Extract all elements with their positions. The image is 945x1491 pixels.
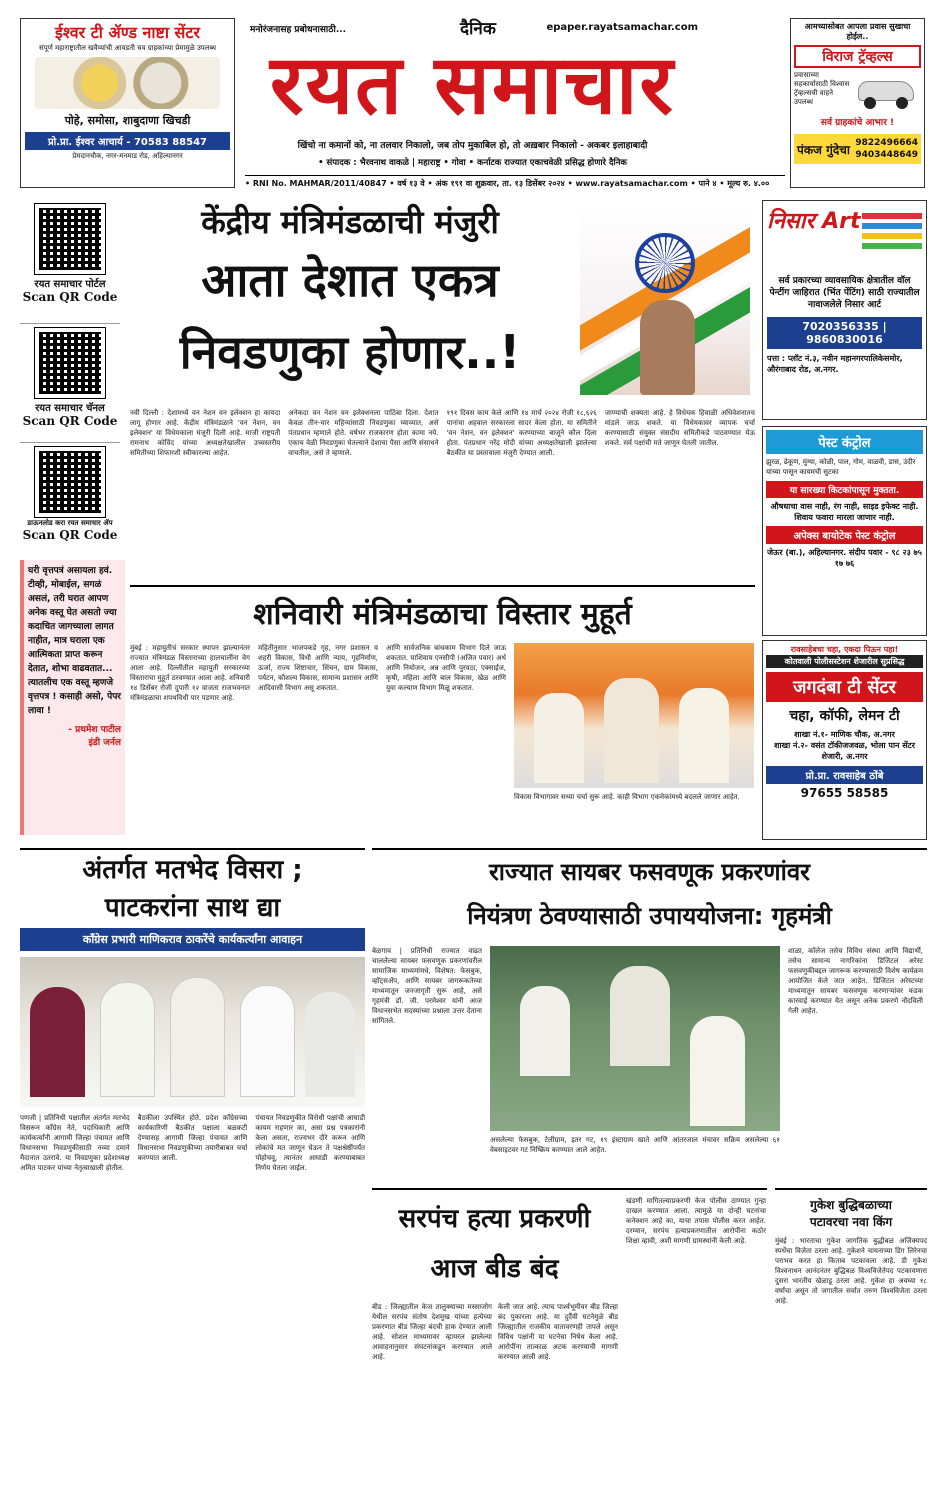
- cabinet-headline: शनिवारी मंत्रिमंडळाचा विस्तार मुहूर्त: [253, 597, 632, 632]
- cabinet-col-1: मुंबई : महायुतीचं सरकार स्थापन झाल्यानंतर राज्यात मंत्रिमंडळ विस्ताराच्या हालचालींना वेग आला आहे. दिल्लीतील महायुती सरकारच्या विस्ताराचा मुहूर्त ठरवण्यात आला आहे. शनिवारी १४ डिसेंबर रोजी दुपारी १२ वाजता राजभवनात मंत्रिमंडळाचा शपथविधी पार पडणार आहे.: [130, 644, 250, 702]
- ad-viraj-body: प्रवासाच्या सहकार्यासाठी विश्वास ट्रॅव्हल्सची वाहने उपलब्ध: [794, 71, 850, 106]
- cyber-col-3: शाळा, कॉलेज तसेच विविध संस्था आणि विद्यार्थी, तसेच सामान्य नागरिकांना डिजिटल अरेस्ट फसवणुकीबद्दल जागरूक करण्यासाठी विशेष कार्यक्रम आयोजित केले जात आहेत. डिजिटल अरेस्टच्या माध्यमातून सायबर फसवणूक करणाऱ्यांवर कडक कारवाई करण्यात येत असून अनेक प्रकरणे नोंदविली गेली आहेत.: [788, 947, 923, 1015]
- qr-code[interactable]: [35, 447, 105, 517]
- chess-text: मुंबई : भारताचा गुकेश जागतिक बुद्धीबळ अजिंक्यपद स्पर्धेचा विजेता ठरला आहे. गुकेशने चायनाच्या डिंग लिरेनचा पराभव करत हा किताब पटकावला आहे. डी गुकेश विश्वनाथन आनंदनंतर बुद्धिबळ विश्वविजेतेपद पटकावणारा दुसरा भारतीय खेळाडू ठरला आहे. गुकेश हा अवघ्या १८ वर्षांचा असून तो जगातील सर्वात तरुण विश्वविजेता ठरला आहे.: [775, 1237, 927, 1305]
- qr-block-channel[interactable]: [20, 328, 120, 443]
- poem-source: इंडी जर्नल: [88, 738, 121, 748]
- nisar-logo: [767, 205, 922, 275]
- tea-top1: रावसाहेबचा चहा, एकदा पिऊन पहा!: [790, 645, 899, 654]
- masthead-editor-line: • संपादक : भैरवनाथ वाकळे | महाराष्ट्र • गोवा • कर्नाटक राज्यात एकाचवेळी प्रसिद्ध होणारे दैनिक: [318, 158, 627, 168]
- qr-sidebar: [20, 200, 120, 555]
- qr-label: रयत समाचार चॅनल: [35, 403, 105, 414]
- cabinet-col-2: महितीनुसार भाजपकडे गृह, नगर प्रशासन व शहरी विकास, विधी आणि न्याय, गृहनिर्माण, ऊर्जा, राज्य शिष्टाचार, सिंचन, ग्राम विकास, पर्यटन, कौशल्य विकास, सामान्य प्रशासन आणि आदिवासी विभाग असू शकतात.: [258, 644, 378, 692]
- cyber-caption: असलेल्या फेसबुक, टेलीग्राम, इतर गट, १९ इंस्टाग्राम खाते आणि आंतरजाल मंचावर सक्रिय असलेल्या ६१ वेबसाइटवर गट निष्क्रिय करण्यात आले आहेत.: [490, 1136, 780, 1154]
- congress-headline-1: अंतर्गत मतभेद विसरा ;: [82, 855, 303, 885]
- lead-col-3: १९१ दिवस काम केले आणि १४ मार्च २०२४ रोजी १८,६२६ पानांचा अहवाल सरकारला सादर केला होता. या समितीने 'वन नेशन, वन इलेक्शन' करण्याच्या बाजूने कौल दिला होता. पंतप्रधान नरेंद्र मोदी यांच्या अध्यक्षतेखाली झालेल्या बैठकीत या प्रस्तावाला मंजुरी देण्यात आली.: [446, 409, 597, 457]
- chess-story: [775, 1188, 927, 1473]
- cyber-photo: [490, 946, 780, 1131]
- congress-story: [20, 848, 365, 1473]
- lead-photo: [580, 205, 750, 395]
- ad-ishwar-tea: [20, 18, 235, 188]
- sarpanch-col-2: केली जात आहे. त्याच पार्श्वभूमीवर बीड जिल्हा बंद पुकारला आहे. या दुर्दैवी घटनेमुळे बीड जिल्ह्यातील राजकीय वातावरणही तापले असून विविध पक्षांनी या घटनेचा निषेध केला आहे. आरोपींना तात्काळ अटक करण्याची मागणी करण्यात आली आहे.: [498, 1303, 618, 1361]
- ad-pest-control: [762, 426, 927, 636]
- qr-label: रयत समाचार पोर्टल: [34, 279, 106, 290]
- poem-box: [20, 560, 125, 835]
- ad-viraj-owner: पंकज गुंदेचा: [797, 142, 850, 157]
- masthead-couplet: खिंचो ना कमानों को, ना तलवार निकालो, जब तोप मुकाबिल हो, तो अख़बार निकालो - अकबर इलाहाबादी: [297, 141, 648, 151]
- ad-viraj-name: विराज ट्रॅव्हल्स: [794, 45, 921, 68]
- congress-headline-2: पाटकरांना साथ द्या: [104, 893, 281, 923]
- pest-note: औषधाचा वास नाही, रंग नाही, साइड इफेक्ट नाही. शिवाय फवारा मारला जाणार नाही.: [770, 502, 919, 522]
- pest-title: पेस्ट कंट्रोल: [766, 430, 923, 454]
- voting-hand-icon: [640, 300, 695, 395]
- poem-text: घरी वृत्तपत्रं असायला हवं. टीव्ही, मोबाईल, सगळं असलं, तरी घरात आपण अनेक वस्तू घेत असतो ज्या कदाचित जागच्याला लागत नाहीत, मात्र घराला एक आत्मिकता प्राप्त करून देतात, शोभा वाढवतात... त्यातलीच एक वस्तू म्हणजे वृत्तपत्र ! कसाही असो, पेपर लावा !: [28, 566, 121, 716]
- nisar-brand: निसार Art: [767, 209, 861, 234]
- ad-ishwar-title: ईश्वर टी ॲण्ड नाष्टा सेंटर: [55, 23, 200, 42]
- lead-story: [130, 200, 755, 580]
- ad-ishwar-contact: प्रो.प्रा. ईश्वर आचार्य - 70583 88547: [25, 132, 230, 150]
- congress-col-2: बैठकीला उपस्थित होते. प्रदेश कॉंग्रेसच्या कार्यकारिणी बैठकीत पक्षाला बळकटी देण्यासह आगामी जिल्हा पंचायत आणि विधानसभा निवडणुकीच्या तयारीबाबत चर्चा करण्यात आली.: [137, 1114, 248, 1162]
- ad-viraj-intro: आमच्यासोबत आपला प्रवास सुखाचा होईल..: [804, 22, 911, 41]
- ad-nisar-art: [762, 200, 927, 420]
- congress-col-3: पंचायत निवडणुकीत विरोधी पक्षांची आघाडी कायम राहणार का, असा प्रश्न पत्रकारांनी केला असता, राज्यभर दौरे करून आणि लोकांचे मत जाणून घेऊन ते पक्षश्रेष्ठींपर्यंत पोहोचवू, त्यानंतर आघाडी करण्याबाबत निर्णय घेतला जाईल.: [255, 1114, 366, 1172]
- congress-photo: [20, 957, 365, 1107]
- cabinet-photo: [514, 643, 754, 788]
- masthead-tagline: मनोरंजनासह प्रबोधनासाठी...: [250, 25, 347, 35]
- cabinet-col-3: आणि सार्वजनिक बांधकाम विभाग दिले जाऊ शकतात. याशिवाय एनसीपी (अजित पवार) अर्थ आणि नियोजन, अन्न आणि पुरवठा, एक्साईज, कृषी, महिला आणि बाल विकास, खेळ आणि युवा कल्याण विभाग मिळू शकतात.: [386, 644, 506, 692]
- qr-scan: Scan QR Code: [22, 528, 118, 542]
- cyber-col-1: बेळगाव | प्रतिनिधी राज्यात वाढत चाललेल्या सायबर फसवणूक प्रकरणांवरील सामाजिक माध्यमांमधे, विशेषत: फेसबुक, व्हॉट्सॲप, आणि सायबर जागरूकतेच्या माध्यमातून जनजागृती सुरू आहे, असे गृहमंत्री डॉ. जी. परमेश्वर यांनी आज विधानसभेत सदस्यांच्या प्रश्नाला उत्तर देताना सांगितले.: [372, 947, 482, 1025]
- qr-scan: Scan QR Code: [22, 414, 118, 428]
- qr-scan: Scan QR Code: [22, 290, 118, 304]
- ad-ishwar-address: प्रेमदानचौक, नगर-मनमाड रोड, अहिल्यानगर: [72, 152, 183, 160]
- nisar-phones: 7020356335 | 9860830016: [767, 317, 922, 349]
- sarpanch-headline-2: आज बीड बंद: [430, 1254, 559, 1284]
- tea-branch1: शाखा नं.१- माणिक चौक, अ.नगर: [794, 730, 895, 739]
- ad-viraj-phone2: 9403448649: [855, 150, 918, 160]
- masthead-epaper[interactable]: epaper.rayatsamachar.com: [546, 22, 698, 33]
- masthead-daily: दैनिक: [460, 19, 496, 39]
- masthead-title: रयत समाचार: [270, 38, 675, 133]
- pest-company: अपेक्स बायोटेक पेस्ट कंट्रोल: [766, 526, 923, 544]
- cabinet-caption: विकास विभागावर सध्या चर्चा सुरू आहे. काही विभाग एकमेकांमध्ये बदलले जाणार आहेत.: [514, 793, 740, 801]
- lead-col-1: नवी दिल्ली : देशामध्ये वन नेशन वन इलेक्शन हा कायदा लागू होणार आहे. केंद्रीय मंत्रिमंडळाने 'वन नेशन, वन इलेक्शन' या विधेयकाला मंजुरी दिली आहे. माजी राष्ट्रपती रामनाथ कोविंद यांच्या अध्यक्षतेखालील उच्चस्तरीय समितीच्या शिफारशी स्वीकारल्या आहेत.: [130, 409, 281, 457]
- pest-banner: या सारख्या किटकांपासून मुक्तता.: [766, 481, 923, 498]
- nisar-line1: सर्व प्रकारच्या व्यावसायिक क्षेत्रातील वॉल पेन्टींग जाहिरात (भिंत पेंटिंग) साठी राज्यातील नावाजलेले निसार आर्ट: [769, 276, 920, 310]
- nisar-address: पत्ता : प्लॉट नं.३, नवीन महानगरपालिकेसमोर, औरंगाबाद रोड, अ.नगर.: [767, 354, 903, 374]
- cyber-headline-1: राज्यात सायबर फसवणूक प्रकरणांवर: [488, 858, 810, 886]
- ad-viraj-welcome: सर्व ग्राहकांचे आभार !: [820, 118, 895, 128]
- tea-owner: प्रो.प्रा. रावसाहेब ठोंबे: [766, 766, 923, 784]
- cyber-headline-2: नियंत्रण ठेवण्यासाठी उपाययोजना: गृहमंत्री: [467, 902, 832, 930]
- chess-headline-1: गुकेश बुद्धिबळाच्या: [810, 1198, 892, 1212]
- congress-subhead: कॉंग्रेस प्रभारी माणिकराव ठाकरेंचे कार्यकर्त्यांना आवाहन: [20, 928, 365, 951]
- chess-headline-2: पटावरचा नवा किंग: [809, 1215, 893, 1229]
- sarpanch-col-1: बीड : जिल्ह्यातील केज तालुक्याच्या मस्साजोग येथील सरपंच संतोष देशमुख यांच्या हत्येच्या प्रकरणात बीड जिल्हा बंदची हाक देण्यात आली आहे. सोशल माध्यमावर व्हायरल झालेल्या आवाहनानुसार संघटनांकडून करण्यात आले आहे.: [372, 1303, 492, 1361]
- poem-author: - प्रथमेश पाटील: [68, 725, 121, 735]
- masthead-meta: • RNI No. MAHMAR/2011/40847 • वर्ष १३ वे • अंक १९१ वा शुक्रवार, ता. १३ डिसेंबर २०२४ • www.rayatsamachar.com • पाने ४ • मूल्य रु. ४.००: [245, 179, 770, 188]
- ad-viraj-phone1: 9822496664: [855, 138, 918, 148]
- tea-phone: 97655 58585: [800, 786, 889, 800]
- qr-block-app[interactable]: [20, 447, 120, 562]
- sarpanch-headline-1: सरपंच हत्या प्रकरणी: [398, 1204, 591, 1234]
- ad-jagdamba-tea: [762, 640, 927, 840]
- congress-col-1: पणजी | प्रतिनिधी पक्षातील अंतर्गत मतभेद विसरून कॉंग्रेस नेते, पदाधिकारी आणि कार्यकर्त्यांनी आगामी जिल्हा पंचायत आणि विधानसभा निवडणुकीसाठी नव्या दमाने मैदानात उतरावे. या निवडणुका प्रदेशाध्यक्ष अमित पाटकर यांच्या नेतृत्वाखाली होतील.: [20, 1114, 130, 1172]
- ad-ishwar-items: पोहे, समोसा, शाबुदाणा खिचडी: [64, 114, 191, 127]
- cabinet-story: [130, 585, 755, 840]
- food-photo: [35, 57, 220, 109]
- lead-headline-2: निवडणुका होणार..!: [179, 325, 521, 379]
- ad-viraj-travels: [790, 18, 925, 188]
- sarpanch-story: [372, 1188, 767, 1473]
- lead-headline-1: आता देशात एकत्र: [201, 253, 499, 307]
- cyber-story: [372, 848, 927, 1183]
- ad-ishwar-body: संपूर्ण महाराष्ट्रातील खवैय्यांची आवडती चव ग्राहकांच्या प्रेमामुळे उपलब्ध: [38, 44, 217, 52]
- qr-code[interactable]: [35, 204, 105, 274]
- masthead-meta-bar: [245, 175, 785, 189]
- tea-items: चहा, कॉफी, लेमन टी: [789, 708, 900, 724]
- car-image: [854, 71, 919, 111]
- sarpanch-col-3: खंडणी मागितल्याप्रकरणी केज पोलीस ठाण्यात गुन्हा दाखल करण्यात आला. त्यामुळे या दोन्ही घटनांचा कनेक्शन आहे का, याचा तपास पोलीस करत आहेत. दरम्यान, सरपंच हत्याप्रकरणातील आरोपींना कठोर शिक्षा व्हावी, अशी मागणी ग्रामस्थांनी केली आहे.: [626, 1197, 766, 1245]
- lead-col-4: जाण्याची शक्यता आहे. हे विधेयक हिवाळी अधिवेशनातच मांडले जाऊ शकते. या विधेयकावर व्यापक चर्चा करण्यासाठी संयुक्त संसदीय समितीकडे पाठवण्यात येऊ शकते. सर्व पक्षांची मते जाणून घेतली जातील.: [604, 409, 755, 447]
- qr-code[interactable]: [35, 328, 105, 398]
- qr-block-portal[interactable]: [20, 204, 120, 324]
- tea-branch2: शाखा नं.२- वसंत टॉकीजजवळ, भोला पान सेंटर शेजारी, अ.नगर: [774, 741, 915, 761]
- tea-top2: कोतवाली पोलीसस्टेशन शेजारील सुप्रसिद्ध: [766, 655, 923, 668]
- lead-kicker: केंद्रीय मंत्रिमंडळाची मंजुरी: [201, 203, 499, 241]
- pest-list: झुरळ, ढेकूण, मुंग्या, कोळी, पाल, गोम, वाळवी, डास, उंदीर यांच्या पासून कायमची सुटका: [766, 458, 916, 476]
- lead-col-2: अनेकदा वन नेशन वन इलेक्शनला पाठिंबा दिला. देशात केवळ तीन-चार महिन्यांसाठी निवडणुका घ्याव्यात, असे पंतप्रधान म्हणाले होते. वर्षभर राजकारण होता कामा नये. एकाच वेळी निवडणुका घेतल्याने देशाचा पैसा आणि संसाधने वाचतील, असे ते म्हणाले.: [288, 409, 439, 457]
- pest-contact: जेऊर (बा.), अहिल्यानगर. संदीप पवार - ९८ २३ ७५ १७ ७६: [767, 548, 922, 568]
- qr-label: डाऊनलोड करा रयत समाचार ॲप: [27, 519, 113, 527]
- ashoka-chakra-icon: [635, 233, 695, 293]
- tea-name: जगदंबा टी सेंटर: [766, 672, 923, 702]
- masthead: [245, 14, 700, 194]
